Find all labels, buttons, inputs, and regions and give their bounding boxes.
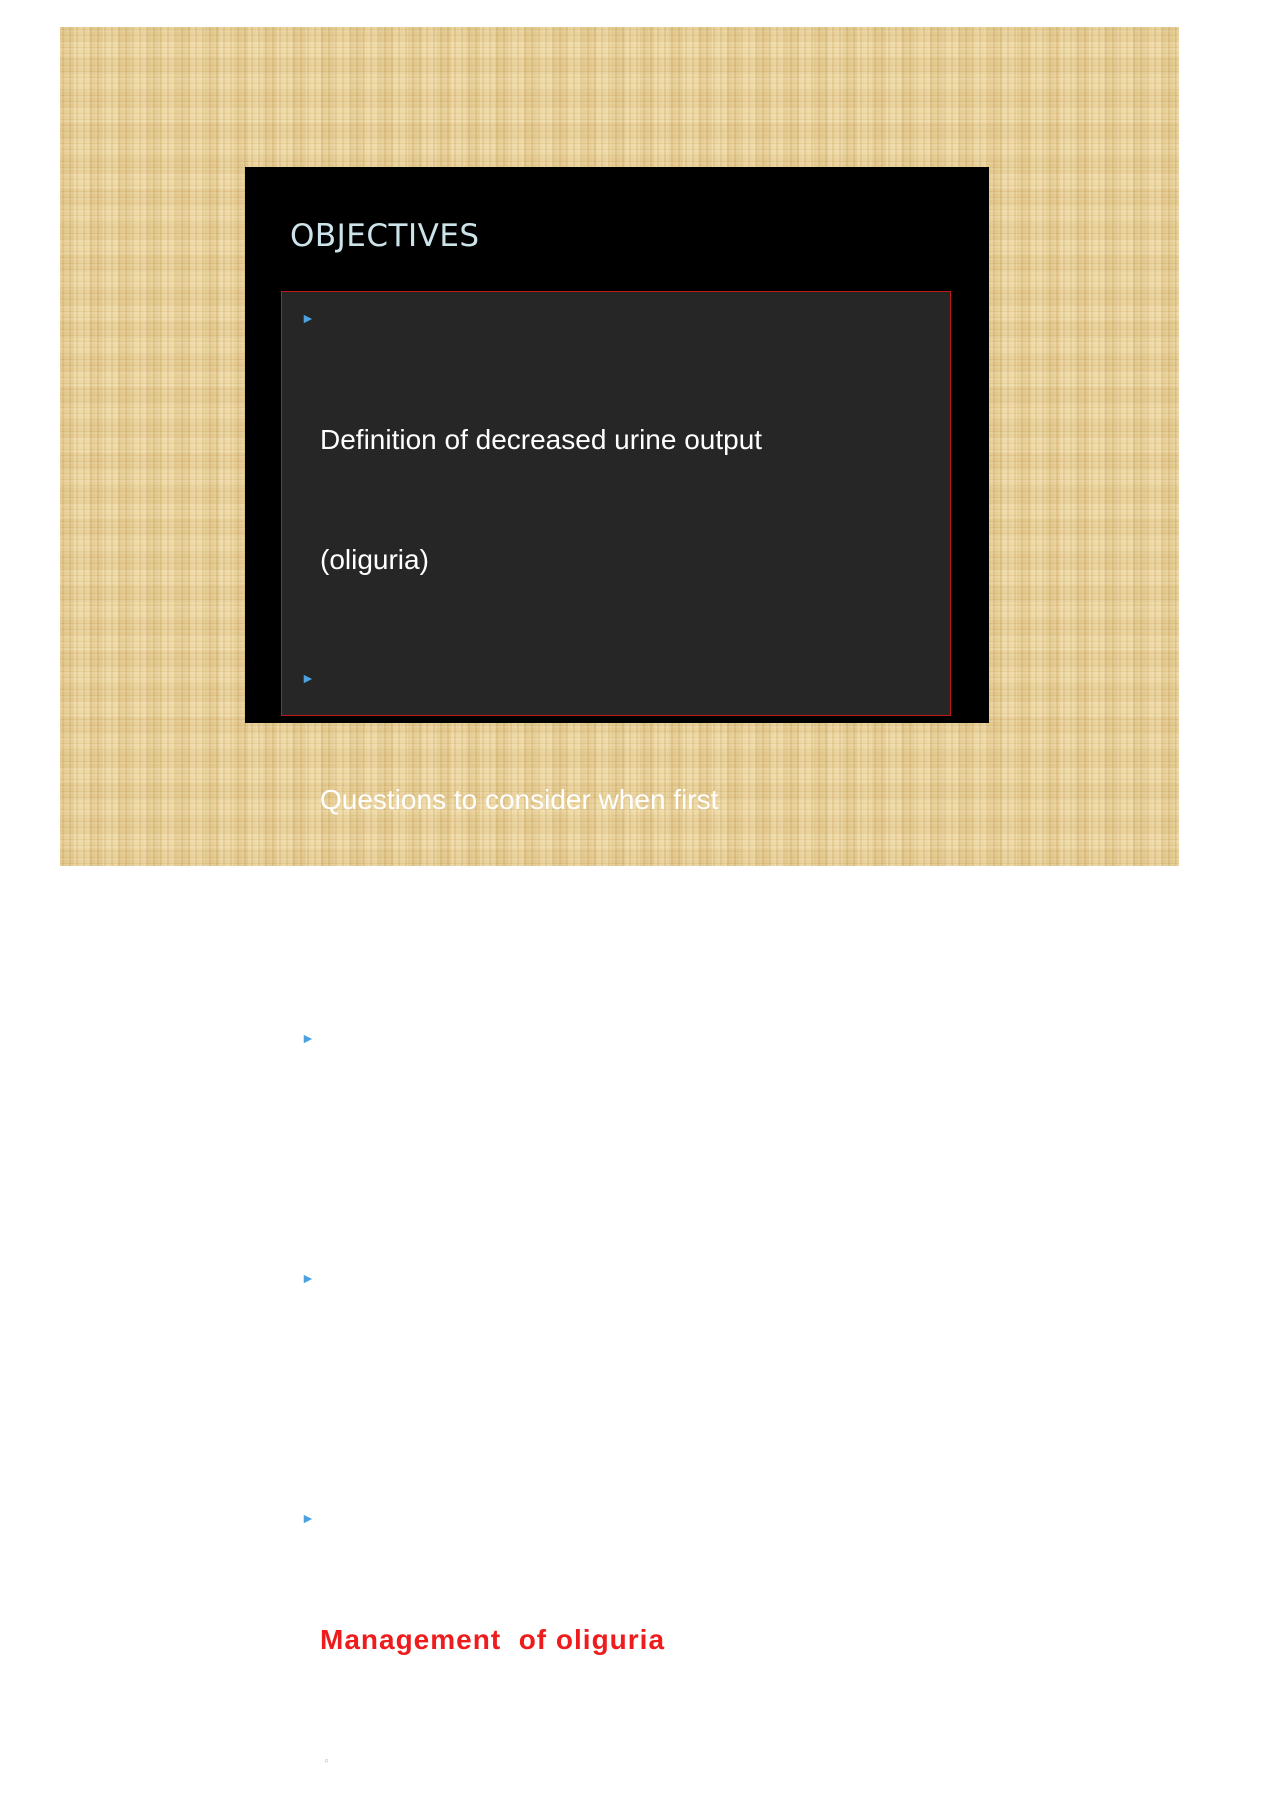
triangle-right-icon: ► — [301, 310, 315, 326]
hollow-circle-icon: ◦ — [324, 1752, 329, 1768]
bullet-line: Focused review of history and physical — [320, 1384, 801, 1415]
triangle-right-icon: ► — [301, 670, 315, 686]
bullet-item-management — [300, 1500, 940, 1740]
triangle-right-icon: ► — [301, 1270, 315, 1286]
bullet-line-highlight: Management of oliguria — [320, 1624, 666, 1655]
triangle-right-icon: ► — [301, 1030, 315, 1046]
slide — [245, 167, 989, 1815]
bullet-list — [300, 300, 940, 1820]
bullet-line: presented with oliguria — [320, 904, 601, 935]
bullet-item-review — [300, 1260, 940, 1500]
sub-bullet-line: complications — [340, 1784, 510, 1815]
sub-bullet-item-complications — [322, 1740, 940, 1820]
content-box — [281, 291, 951, 1815]
bullet-line: Questions to consider when first — [320, 784, 719, 815]
bullet-item-questions — [300, 660, 940, 1020]
bullet-line: Definition of decreased urine output — [320, 424, 763, 455]
bullet-line: Recognizing causes of oliguria — [320, 1144, 700, 1175]
bullet-line: (oliguria) — [320, 544, 429, 575]
triangle-right-icon: ► — [301, 1510, 316, 1526]
bullet-item-causes — [300, 1020, 940, 1260]
bullet-item-definition — [300, 300, 940, 660]
slide-title: OBJECTIVES — [290, 218, 480, 254]
sub-bullet-line: Recognizing life threatening — [340, 1744, 686, 1775]
